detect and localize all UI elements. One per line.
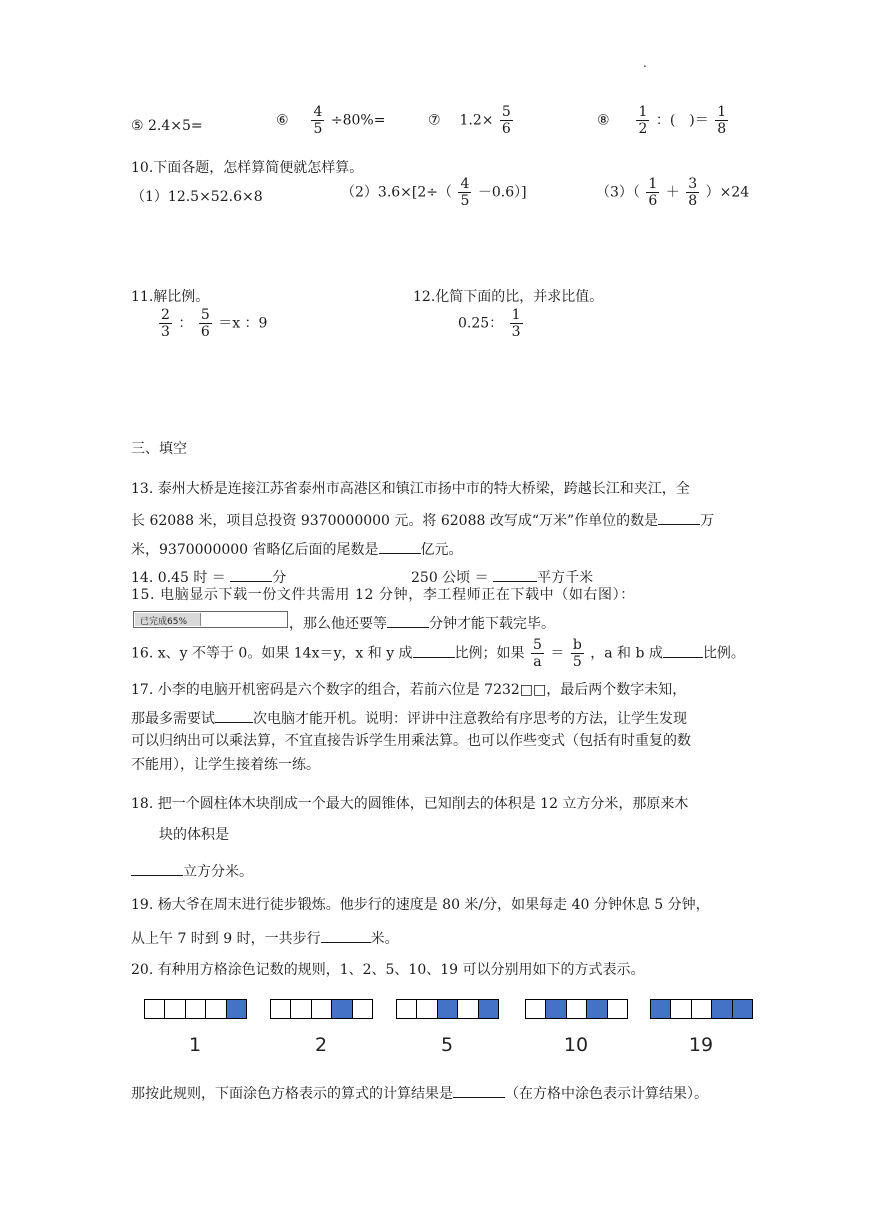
- q16: 16. x、y 不等于 0。如果 14x＝y，x 和 y 成 比例；如果 $\frac{5}{a}$ ＝ $\frac{b}{5}$ ，a 和 b 成 比例。: [131, 637, 745, 671]
- q13-line2: 长 62088 米，项目总投资 9370000000 元。将 62088 改写成“万米”作单位的数是 万: [131, 510, 714, 530]
- q20-line1: 20. 有种用方格涂色记数的规则，1、2、5、10、19 可以分别用如下的方式表示。: [131, 962, 645, 978]
- q10-p3-fraction-2: $\frac{3}{8}$: [688, 176, 698, 210]
- q12-title: 12.化简下面的比，并求比值。: [413, 289, 604, 305]
- q18-line2: 块的体积是: [159, 827, 229, 843]
- q8: [597, 104, 730, 137]
- grid-cell: [290, 999, 312, 1019]
- grid-number-label: 19: [688, 1034, 714, 1056]
- q14-part-a: 14. 0.45 时 ＝ 分: [131, 567, 286, 587]
- grid-number-label: 10: [563, 1034, 589, 1056]
- q11-title: 11.解比例。: [131, 289, 210, 305]
- q13-blank-1[interactable]: [658, 510, 700, 525]
- q11-fraction-2: $\frac{5}{6}$: [200, 307, 210, 341]
- top-dot: .: [643, 56, 647, 70]
- q19-blank[interactable]: [321, 928, 371, 943]
- q19-line1: 19. 杨大爷在周末进行徒步锻炼。他步行的速度是 80 米/分，如果每走 40 分钟休息 5 分钟，: [131, 897, 710, 913]
- progress-label: 已完成65%: [140, 617, 188, 627]
- q17-line1: 17. 小李的电脑开机密码是六个数字的组合，若前六位是 7232□□，最后两个数字未知，: [131, 682, 687, 698]
- q10-p2-fraction: $\frac{4}{5}$: [460, 176, 470, 210]
- q18-line1: 18. 把一个圆柱体木块削成一个最大的圆锥体，已知削去的体积是 12 立方分米，那原来木: [131, 796, 689, 812]
- q14-part-b: 250 公顷 ＝ 平方千米: [411, 567, 593, 587]
- grid-cell: [478, 999, 500, 1019]
- q7-fraction: $\frac{5}{6}$: [501, 104, 511, 138]
- grid-cell: [164, 999, 186, 1019]
- q20-line2: 那按此规则，下面涂色方格表示的算式的计算结果是 （在方格中涂色表示计算结果）。: [131, 1083, 708, 1103]
- q11-equation: $\frac{2}{3}$ ： $\frac{5}{6}$ ＝x ：9: [161, 307, 268, 341]
- q8-fraction-1: $\frac{1}{2}$: [638, 104, 648, 138]
- grid-cell: [437, 999, 459, 1019]
- grid-cell: [732, 999, 754, 1019]
- q13-blank-2[interactable]: [379, 539, 421, 554]
- download-progress-bar: [133, 611, 288, 628]
- q17-line3: 可以归纳出可以乘法算，不宜直接告诉学生用乘法算。也可以作些变式（包括有时重复的数: [131, 733, 691, 749]
- q16-blank-2[interactable]: [663, 643, 703, 658]
- grid-cell: [270, 999, 292, 1019]
- section-title: 三、填空: [131, 441, 187, 457]
- grid-cell: [226, 999, 248, 1019]
- grid-cell: [185, 999, 207, 1019]
- q12-expression: 0.25： $\frac{1}{3}$: [458, 307, 521, 341]
- q15-blank[interactable]: [387, 613, 429, 628]
- q6-fraction: $\frac{4}{5}$: [313, 104, 323, 138]
- q18-blank[interactable]: [131, 861, 183, 876]
- q7-mark: ⑦: [428, 112, 441, 129]
- q10-p3-fraction-1: $\frac{1}{6}$: [648, 176, 658, 210]
- q16-fraction-2: $\frac{b}{5}$: [572, 637, 582, 671]
- q16-blank-1[interactable]: [413, 643, 455, 658]
- q7: [428, 104, 515, 137]
- q17-line2: 那最多需要试 次电脑才能开机。说明：评讲中注意教给有序思考的方法，让学生发现: [131, 708, 687, 728]
- q8-fraction-2: $\frac{1}{8}$: [717, 104, 727, 138]
- grid-cell: [525, 999, 547, 1019]
- q8-mid: ：( )＝: [655, 112, 709, 129]
- grid-cell: [650, 999, 672, 1019]
- grid-cell: [607, 999, 629, 1019]
- grid-cell: [586, 999, 608, 1019]
- q8-mark: ⑧: [597, 112, 610, 129]
- grid-cell: [144, 999, 166, 1019]
- q10-title: 10.下面各题，怎样算简便就怎样算。: [131, 160, 364, 176]
- q6-rest: ÷80%=: [330, 112, 386, 129]
- q17-blank[interactable]: [215, 708, 253, 723]
- grid-cell: [711, 999, 733, 1019]
- grid-cell: [670, 999, 692, 1019]
- grid-cell: [352, 999, 374, 1019]
- q15-line2: ，那么他还要等 分钟才能下载完毕。: [289, 613, 555, 633]
- q15-line1: 15. 电脑显示下载一份文件共需用 12 分钟，李工程师正在下载中（如右图）：: [131, 587, 635, 603]
- grid-cell: [545, 999, 567, 1019]
- q13-line3: 米，9370000000 省略亿后面的尾数是 亿元。: [131, 539, 463, 559]
- q6: [276, 104, 385, 137]
- grid-number-label: 1: [188, 1034, 202, 1056]
- grid-cell: [691, 999, 713, 1019]
- q18-line3: 立方分米。: [131, 861, 253, 881]
- q20-blank[interactable]: [453, 1083, 505, 1098]
- q19-line2: 从上午 7 时到 9 时，一共步行 米。: [131, 928, 399, 948]
- q7-pre: 1.2×: [459, 112, 494, 129]
- grid-cell: [205, 999, 227, 1019]
- q10-part1: （1）12.5×52.6×8: [131, 189, 263, 205]
- q6-mark: ⑥: [276, 112, 289, 129]
- q13-line1: 13. 泰州大桥是连接江苏省泰州市高港区和镇江市扬中市的特大桥梁，跨越长江和夹江，全: [131, 481, 690, 497]
- q16-fraction-1: $\frac{5}{a}$: [533, 637, 542, 671]
- q12-fraction: $\frac{1}{3}$: [511, 307, 521, 341]
- grid-cell: [457, 999, 479, 1019]
- grid-cell: [566, 999, 588, 1019]
- grid-number-label: 2: [314, 1034, 328, 1056]
- q11-fraction-1: $\frac{2}{3}$: [161, 307, 170, 341]
- grid-number-label: 5: [440, 1034, 454, 1056]
- q5: ⑤ 2.4×5=: [131, 118, 203, 134]
- q10-part2: （2）3.6×[2÷（ $\frac{4}{5}$ －0.6）]: [341, 176, 527, 210]
- q14-blank-b[interactable]: [493, 567, 537, 582]
- q17-line4: 不能用），让学生接着练一练。: [131, 757, 320, 773]
- grid-cell: [416, 999, 438, 1019]
- q10-part3: （3）（ $\frac{1}{6}$ ＋ $\frac{3}{8}$ ）×24: [596, 176, 750, 210]
- grid-cell: [331, 999, 353, 1019]
- q14-blank-a[interactable]: [230, 567, 272, 582]
- grid-cell: [311, 999, 333, 1019]
- grid-cell: [396, 999, 418, 1019]
